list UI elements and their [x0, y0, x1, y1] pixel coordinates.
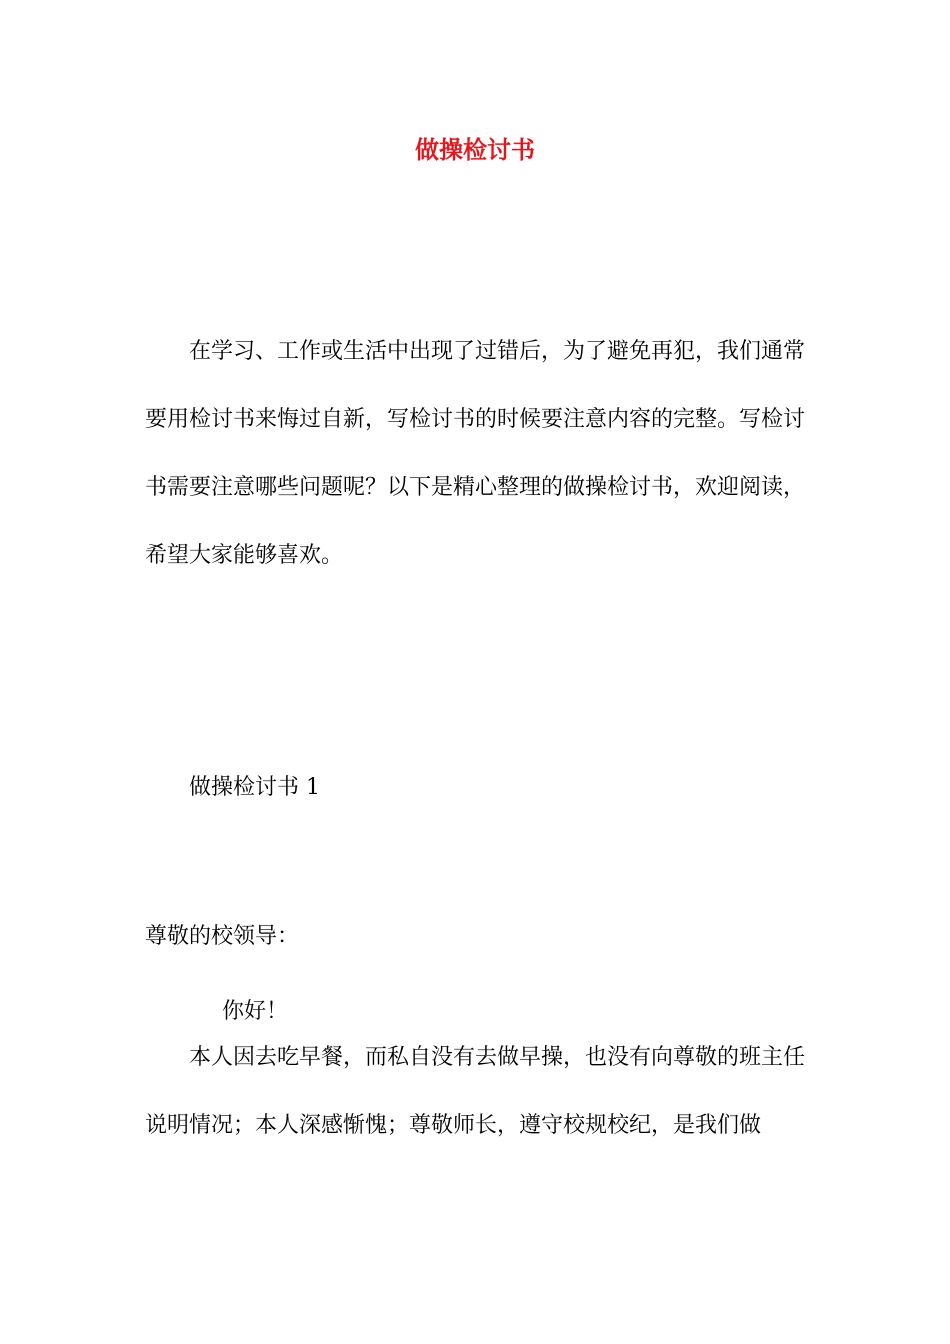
salutation: 尊敬的校领导：: [145, 924, 300, 949]
document-title: 做操检讨书: [415, 135, 535, 164]
body-paragraph: 本人因去吃早餐，而私自没有去做早操，也没有向尊敬的班主任说明情况；本人深感惭愧；尊敬师长，遵守校规校纪，是我们做: [145, 1045, 806, 1138]
intro-paragraph: 在学习、工作或生活中出现了过错后，为了避免再犯，我们通常要用检讨书来悔过自新，写检讨书的时候要注意内容的完整。写检讨书需要注意哪些问题呢？以下是精心整理的做操检讨书，欢迎阅读，希望大家能够喜欢。: [145, 339, 806, 568]
greeting: 你好！: [222, 999, 289, 1024]
section-heading: 做操检讨书 1: [189, 775, 320, 800]
